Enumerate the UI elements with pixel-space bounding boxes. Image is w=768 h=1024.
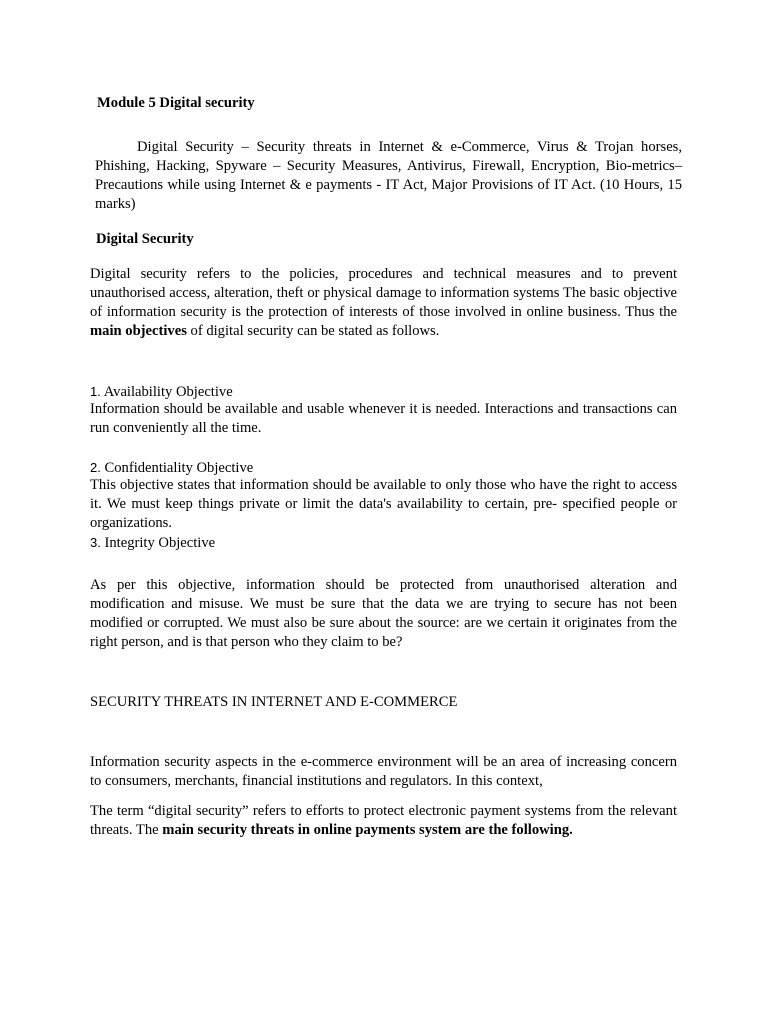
objective-1-title: Availability Objective xyxy=(103,384,233,400)
module-title: Module 5 Digital security xyxy=(97,95,255,111)
objective-2-heading xyxy=(90,458,677,478)
threats-paragraph xyxy=(90,802,677,840)
objective-2-description: This objective states that information should be available to only those who have the right to access it. We must keep things private or limit the data's availability to certain, pre- specified people or organizations. xyxy=(90,477,677,531)
intro-bold: main objectives xyxy=(90,323,187,339)
section-heading: Digital Security xyxy=(96,231,194,247)
intro-text-before: Digital security refers to the policies, procedures and technical measures and to prevent unauthorised access, alteration, theft or physical damage to information systems The basic objective of information security is the protection of interests of those involved in online business. Thus the xyxy=(90,266,677,320)
threats-intro-paragraph: Information security aspects in the e-commerce environment will be an area of increasing concern to consumers, merchants, financial institutions and regulators. In this context, xyxy=(90,754,677,789)
objective-3-number: 3. xyxy=(90,535,101,550)
syllabus-paragraph: Digital Security – Security threats in Internet & e-Commerce, Virus & Trojan horses, Phishing, Hacking, Spyware – Security Measures, Antivirus, Firewall, Encryption, Bio-metrics– Precautions while using Internet & e payments - IT Act, Major Provisions of IT Act. (10 Hours, 15 marks) xyxy=(95,139,682,212)
objective-1-heading xyxy=(90,382,677,402)
objective-1-description: Information should be available and usable whenever it is needed. Interactions and transactions can run conveniently all the time. xyxy=(90,401,677,436)
threats-text-before: The term “digital security” refers to efforts to protect electronic payment systems from the relevant threats. The xyxy=(90,803,677,838)
objective-1-number: 1. xyxy=(90,384,101,399)
objective-2-number: 2. xyxy=(90,460,101,475)
threats-heading: SECURITY THREATS IN INTERNET AND E-COMMERCE xyxy=(90,694,458,710)
intro-paragraph xyxy=(90,265,677,341)
objective-3-title: Integrity Objective xyxy=(104,535,216,551)
threats-bold: main security threats in online payments system are the following. xyxy=(162,822,573,838)
objective-3-description: As per this objective, information should be protected from unauthorised alteration and modification and misuse. We must be sure that the data we are trying to secure has not been modified or corrupted. We must also be sure about the source: are we certain it originates from the right person, and is that person who they claim to be? xyxy=(90,577,677,650)
objective-2-title: Confidentiality Objective xyxy=(104,460,254,476)
objective-3-heading xyxy=(90,533,677,553)
intro-text-after: of digital security can be stated as follows. xyxy=(186,323,440,339)
